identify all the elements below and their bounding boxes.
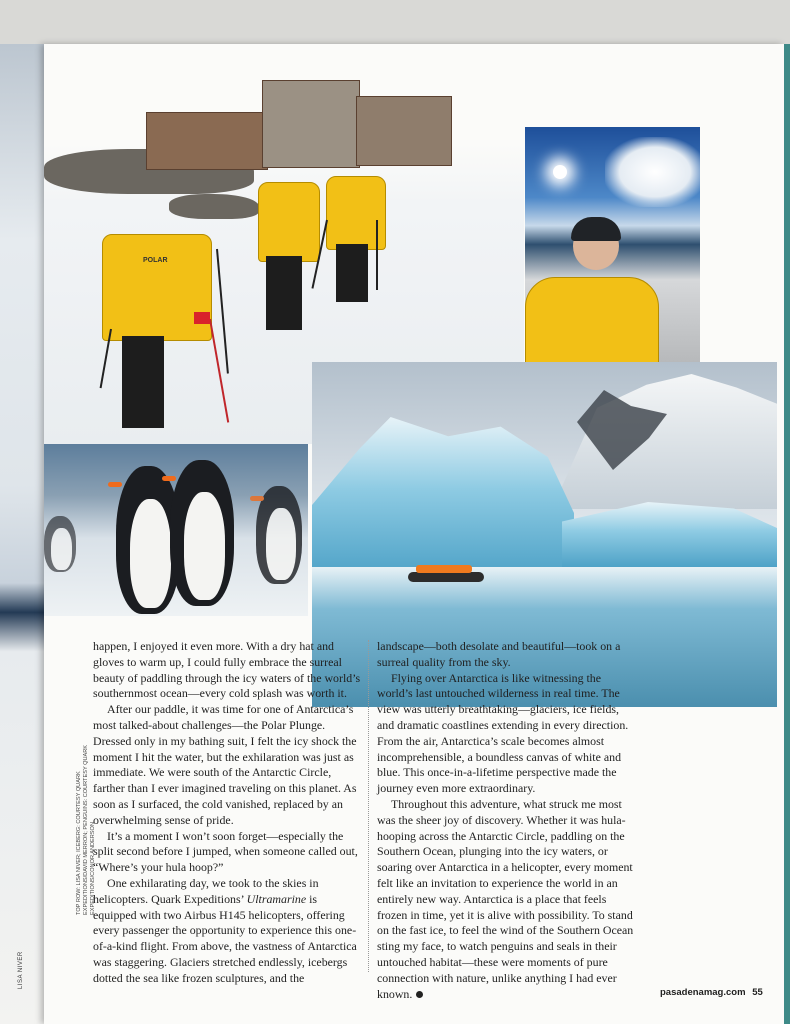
penguin-photo	[44, 444, 308, 616]
red-flag	[194, 312, 210, 324]
hiker-legs	[122, 336, 164, 428]
photo-credit: TOP ROW: LISA NIVER; ICEBERG: COURTESY QUARK EXPEDITIONS/DAVID MERRON; PENGUINS: COURTESY QUARK EXPEDITIONS/CONOR ANDERSON	[76, 744, 96, 915]
penguin	[44, 516, 76, 572]
paragraph: One exhilarating day, we took to the skies in helicopters. Quark Expeditions’ Ultramarine is equipped with two Airbus H145 helicopters, offering every passenger the opportunity to experience this one-of-a-kind flight. From above, the vastness of Antarctica was staggering. Glaciers stretched endlessly, icebergs dotted the sea like frozen sculptures, and the	[93, 875, 357, 985]
column-divider	[368, 640, 369, 972]
paragraph: Throughout this adventure, what struck me most was the sheer joy of discovery. Whether it was hula-hooping across the Antarctic Circle, paddling on the Southern Ocean, plunging into the icy waters, or soaring over Antarctica in a helicopter, every moment felt like an invitation to experience the world in an entirely new way. Antarctica is a place that feels frozen in time, yet it is alive with possibility. To stand on the fast ice, to feel the wind of the Southern Ocean sting my face, to watch penguins and seals in their untouched habitat—these were moments of pure connection with nature, unlike anything I had ever known.	[377, 796, 634, 1001]
snowy-mountain	[552, 374, 777, 509]
rock-outcrop	[169, 194, 259, 219]
paragraph: landscape—both desolate and beautiful—took on a surreal quality from the sky.	[377, 639, 621, 669]
paragraph: happen, I enjoyed it even more. With a dry hat and gloves to warm up, I could fully embrace the surreal beauty of paddling through the icy waters of the world’s southernmost ocean—every cold splash was worth it.	[93, 639, 361, 701]
hiker-jacket	[102, 234, 212, 341]
selfie-jacket	[525, 277, 659, 362]
trekking-pole	[376, 220, 378, 290]
trekking-pole	[216, 249, 229, 374]
end-mark-icon	[416, 991, 423, 998]
paragraph: After our paddle, it was time for one of Antarctica’s most talked-about challenges—the Polar Plunge. Dressed only in my bathing suit, I felt the icy shock the moment I hit the water, but the exhilaration was just as immediate. We were south of the Antarctic Circle, farther than I ever imagined traveling on this planet. As soon as I surfaced, the cold vanished, replaced by an overwhelming sense of pride.	[93, 702, 357, 827]
article-column-1	[93, 639, 361, 987]
left-edge-credit: LISA NIVER	[18, 951, 24, 989]
knit-hat	[571, 217, 621, 241]
hiker-jacket	[258, 182, 320, 262]
zodiac-boat	[408, 572, 484, 582]
article-column-2	[377, 639, 635, 1002]
paragraph: It’s a moment I won’t soon forget—especially the split second before I jumped, when someone called out, “Where’s your hula hoop?”	[93, 828, 358, 875]
iceberg	[312, 417, 574, 577]
ice-shelf	[562, 502, 777, 567]
page-number: 55	[752, 987, 763, 998]
facing-page-edge	[0, 44, 44, 1024]
hiker-legs	[266, 256, 302, 330]
hut-building	[356, 96, 452, 166]
hut-building	[262, 80, 360, 168]
cloud	[605, 137, 700, 207]
jacket-logo: POLAR	[143, 257, 168, 264]
sun	[553, 165, 567, 179]
page-footer	[660, 987, 763, 998]
selfie-photo	[525, 127, 700, 362]
ship-name: Ultramarine	[246, 891, 307, 906]
hut-building	[146, 112, 268, 170]
penguin	[170, 460, 234, 606]
hiker-legs	[336, 244, 368, 302]
site-url: pasadenamag.com	[660, 987, 746, 998]
teal-edge-strip	[784, 44, 790, 1024]
paragraph: Flying over Antarctica is like witnessing the world’s last untouched wilderness in real time. The view was utterly breathtaking—glaciers, ice fields, and dramatic coastlines extending in every direction. From the air, Antarctica’s scale becomes almost incomprehensible, a boundless canvas of white and blue. This once-in-a-lifetime perspective made the journey even more extraordinary.	[377, 670, 629, 796]
penguin	[256, 486, 302, 584]
